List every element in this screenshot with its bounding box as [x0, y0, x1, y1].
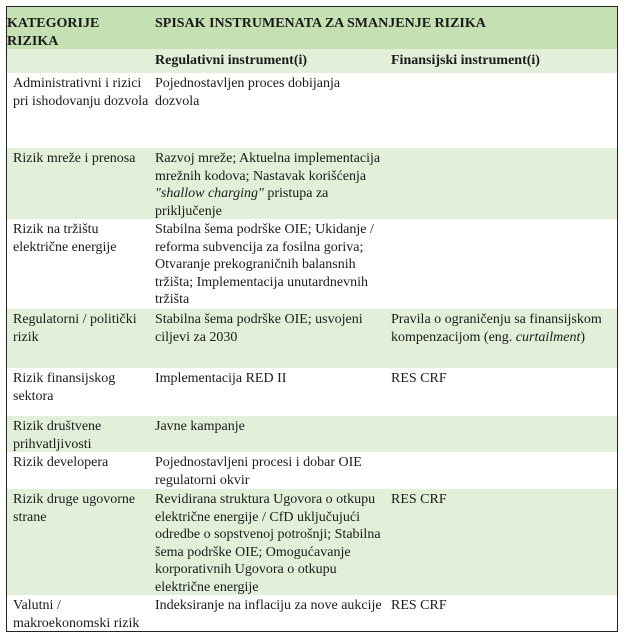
table-header-row	[7, 7, 617, 49]
table-row	[7, 219, 617, 309]
regulatory-text: pristupa za priključenje	[155, 186, 329, 219]
regulatory-instrument: Pojednostavljen proces dobijanja dozvola	[155, 76, 341, 109]
table-row	[7, 73, 617, 148]
header-instruments: SPISAK INSTRUMENATA ZA SMANJENJE RIZIKA	[155, 16, 486, 31]
regulatory-instrument	[155, 150, 387, 220]
risk-category: Valutni / makroekonomski rizik	[13, 598, 140, 631]
table-row	[7, 489, 617, 595]
regulatory-instrument: Revidirana struktura Ugovora o otkupu električne energije / CfD uključujući odredbe o sopstvenoj potrošnji; Stabilna šema podrške OIE; Omogućavanje korporativnih Ugovora o otkupu električne energije	[155, 492, 381, 595]
risk-category: Rizik društvene prihvatljivosti	[13, 419, 102, 452]
risk-category: Rizik na tržištu električne energije	[13, 222, 117, 255]
risk-instruments-table	[6, 6, 618, 632]
risk-category: Rizik developera	[13, 455, 109, 470]
financial-instrument: RES CRF	[391, 371, 447, 386]
regulatory-instrument: Stabilna šema podrške OIE; usvojeni ciljevi za 2030	[155, 312, 363, 345]
table-row	[7, 452, 617, 489]
regulatory-instrument: Javne kampanje	[155, 419, 245, 434]
regulatory-instrument: Indeksiranje na inflaciju za nove aukcije	[155, 598, 382, 613]
risk-category: Rizik mreže i prenosa	[13, 151, 136, 166]
table-row	[7, 368, 617, 416]
financial-instrument: RES CRF	[391, 598, 447, 613]
header-category: KATEGORIJE RIZIKA	[7, 16, 100, 49]
financial-instrument: RES CRF	[391, 492, 447, 507]
financial-instrument	[391, 311, 615, 346]
regulatory-italic-text: "shallow charging"	[155, 186, 264, 201]
financial-italic-text: curtailment	[515, 329, 581, 345]
table-row	[7, 595, 617, 631]
risk-category: Regulatorni / politički rizik	[13, 312, 137, 345]
regulatory-text: Razvoj mreže; Aktuelna implementacija mrežnih kodova; Nastavak korišćenja	[155, 151, 381, 184]
risk-category: Rizik druge ugovorne strane	[13, 492, 136, 525]
header-regulatory: Regulativni instrument(i)	[155, 53, 308, 68]
regulatory-instrument: Implementacija RED II	[155, 371, 287, 386]
header-financial: Finansijski instrument(i)	[391, 53, 540, 68]
risk-category: Rizik finansijskog sektora	[13, 371, 116, 404]
table-row	[7, 309, 617, 368]
risk-category: Administrativni i rizici pri ishodovanju dozvola	[13, 76, 149, 109]
table-subheader-row	[7, 49, 617, 73]
regulatory-instrument: Pojednostavljeni procesi i dobar OIE regulatorni okvir	[155, 455, 362, 488]
regulatory-instrument: Stabilna šema podrške OIE; Ukidanje / reforma subvencija za fosilna goriva; Otvaranje prekograničnih balansnih tržišta; Implementacija unutardnevnih tržišta	[155, 222, 374, 307]
table-row	[7, 148, 617, 219]
table-row	[7, 416, 617, 452]
financial-text: Pravila o ograničenju sa finansijskom kompenzacijom (eng.	[391, 312, 602, 345]
financial-text: )	[580, 329, 586, 345]
